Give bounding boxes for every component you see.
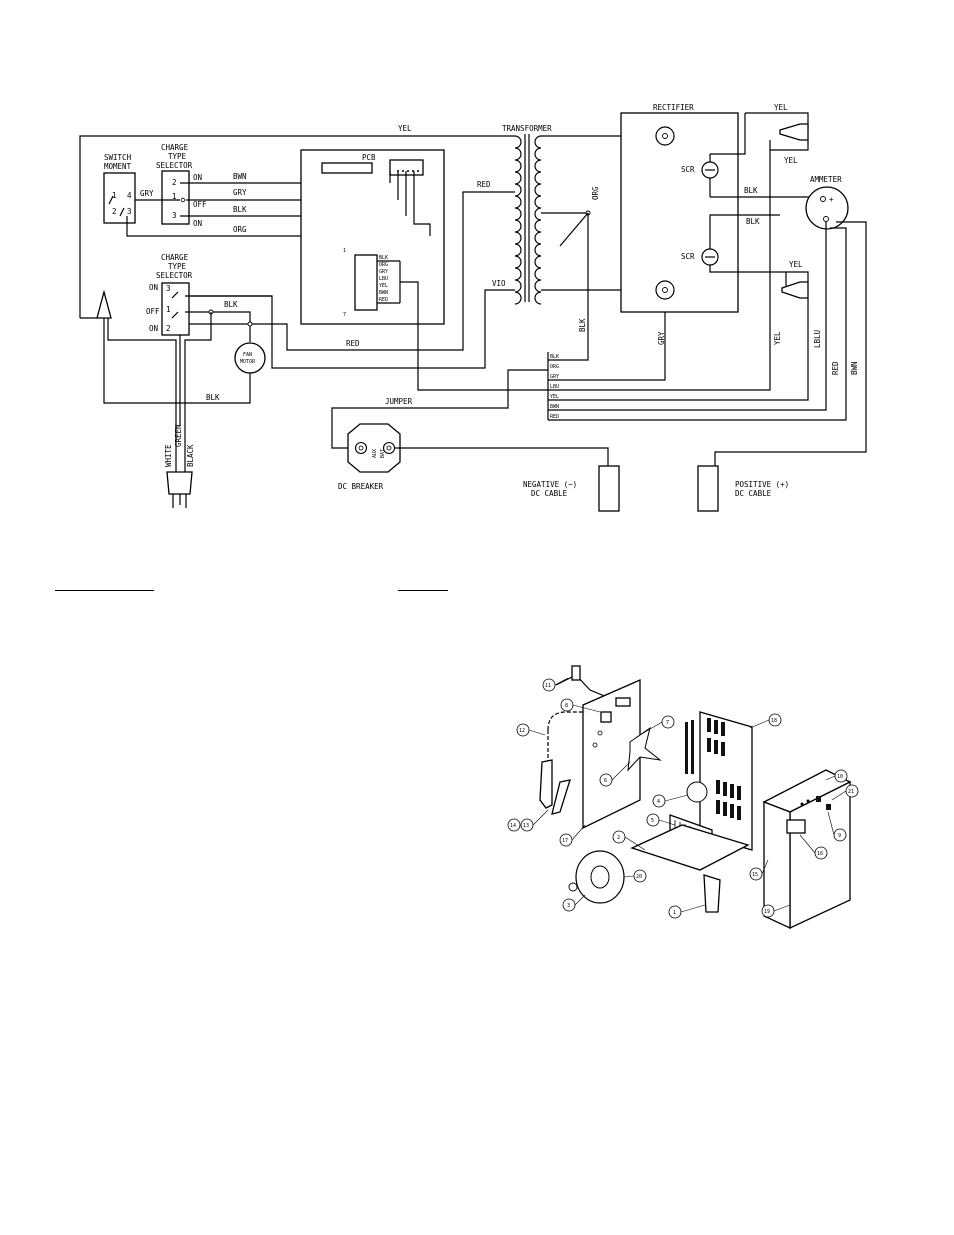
- bus-strip-org: ORG: [550, 364, 560, 370]
- callout-20-label: 20: [636, 874, 643, 880]
- wire-label-blk-bottom: BLK: [206, 393, 220, 402]
- pcb-strip-org: ORG: [379, 262, 389, 268]
- callout-19-label: 19: [764, 909, 771, 915]
- ammeter-body: [806, 187, 848, 229]
- transformer-secondary: [535, 136, 541, 304]
- dc-breaker: [338, 424, 400, 491]
- pcb-component: [322, 163, 372, 173]
- selector1-pos-on-top: ON: [193, 173, 203, 182]
- selector2-title-3: SELECTOR: [156, 271, 193, 280]
- pcb-strip-lbu: LBU: [379, 276, 389, 282]
- pcb-board: [301, 150, 444, 324]
- selector2-pin-2: 2: [166, 324, 171, 333]
- part-foot: [704, 875, 720, 912]
- wire-label-blk-selector2: BLK: [224, 300, 238, 309]
- wire-label-bwn: BWN: [233, 172, 247, 181]
- wire-nut: [97, 292, 111, 318]
- wire-label-blk-ammeter: BLK: [744, 186, 758, 195]
- negative-dc-cable: [523, 466, 619, 511]
- positive-cable-label-2: DC CABLE: [735, 489, 772, 498]
- callout-10-label: 10: [837, 774, 844, 780]
- callout-21: [846, 785, 858, 797]
- bus-strip-red: RED: [550, 414, 560, 420]
- wire-label-gry: GRY: [233, 188, 247, 197]
- switch-pin-4: 4: [127, 191, 132, 200]
- selector2-pos-on-top: ON: [149, 283, 159, 292]
- switch-moment: [104, 153, 135, 223]
- wire-label-yel-vertical: YEL: [773, 331, 782, 345]
- bus-strip-yel: YEL: [550, 394, 560, 400]
- part-clamp-left: [540, 760, 552, 808]
- wire-label-yel-clamp-top: YEL: [784, 156, 798, 165]
- pcb-label: PCB: [362, 153, 376, 162]
- callout-16: [815, 847, 827, 859]
- callout-8-label: 8: [565, 703, 569, 709]
- callout-5: [647, 814, 659, 826]
- pcb-strip-bwn: BWN: [379, 290, 389, 296]
- wire-lblu-bus: [548, 298, 808, 400]
- callout-15-label: 15: [752, 872, 759, 878]
- wire-label-blk-scr: BLK: [746, 217, 760, 226]
- power-plug-body: [167, 472, 192, 494]
- callout-16-label: 16: [817, 851, 824, 857]
- fan-motor-label-1: FAN: [243, 352, 253, 358]
- transformer-label: TRANSFORMER: [502, 124, 552, 133]
- callout-14-label: 14: [510, 823, 517, 829]
- part-ammeter-window: [787, 820, 805, 833]
- pcb-strip-yel: YEL: [379, 283, 389, 289]
- charge-type-selector-top: [156, 143, 247, 234]
- selector2-pin-1: 1: [166, 305, 171, 314]
- callout-3: [563, 899, 575, 911]
- transformer: [477, 124, 600, 304]
- switch-pin-1: 1: [112, 191, 117, 200]
- part-rectifier-assembly: [687, 782, 707, 802]
- callout-14: [508, 819, 520, 831]
- ammeter-label: AMMETER: [810, 175, 842, 184]
- wire-blk-center-tap: [548, 213, 588, 360]
- callout-17: [560, 834, 572, 846]
- part-rectifier-bars: [685, 722, 688, 774]
- wiring-schematic: [80, 103, 866, 511]
- wire-label-gry-switch: GRY: [140, 189, 154, 198]
- callout-7-label: 7: [666, 720, 670, 726]
- callout-9-label: 9: [838, 833, 842, 839]
- callout-6-label: 6: [604, 778, 608, 784]
- selector1-pin-1: 1: [172, 192, 177, 201]
- callout-15: [750, 868, 762, 880]
- selector1-pos-off: OFF: [193, 200, 207, 209]
- positive-dc-cable: [698, 466, 789, 511]
- wire-label-blk: BLK: [233, 205, 247, 214]
- pcb-strip-red: RED: [379, 297, 389, 303]
- wire-label-red-ammeter: RED: [831, 361, 840, 375]
- rectifier-label: RECTIFIER: [653, 103, 694, 112]
- callout-7: [662, 716, 674, 728]
- charge-type-selector-bottom: [146, 253, 193, 335]
- rectifier: [621, 103, 786, 312]
- selector1-pin-3: 3: [172, 211, 177, 220]
- negative-cable-label-2: DC CABLE: [531, 489, 568, 498]
- ammeter-plus-terminal: +: [829, 195, 834, 204]
- wire-label-bwn-ammeter: BWN: [850, 361, 859, 375]
- bus-strip-blk: BLK: [550, 354, 560, 360]
- scr-bottom-label: SCR: [681, 252, 695, 261]
- callout-11-label: 11: [545, 683, 552, 689]
- part-clamp-right: [552, 780, 570, 814]
- selector2-pos-off: OFF: [146, 307, 160, 316]
- bus-strip-bwn: BWN: [550, 404, 560, 410]
- callout-17-label: 17: [562, 838, 569, 844]
- callout-12: [517, 724, 529, 736]
- fan-motor: [235, 343, 265, 373]
- callout-4-label: 4: [657, 799, 661, 805]
- selector2-pos-on-bottom: ON: [149, 324, 159, 333]
- positive-cable-label-1: POSITIVE (+): [735, 480, 790, 489]
- wire-label-gry-vertical: GRY: [657, 331, 666, 345]
- callout-10: [835, 770, 847, 782]
- fan-motor-label-2: MOTOR: [240, 359, 256, 365]
- negative-cable-label-1: NEGATIVE (−): [523, 480, 578, 489]
- selector1-title-3: SELECTOR: [156, 161, 193, 170]
- callout-3-label: 3: [567, 903, 571, 909]
- wire-label-vio: VIO: [492, 279, 506, 288]
- jumper-label: JUMPER: [385, 397, 413, 406]
- callout-12-label: 12: [519, 728, 526, 734]
- plug-wire-white: WHITE: [164, 444, 173, 467]
- breaker-term-bat: BAT: [380, 448, 386, 458]
- pcb-strip-pin-7: 7: [343, 312, 347, 318]
- breaker-term-aux: AUX: [372, 448, 378, 458]
- plug-wire-green: GREEN: [174, 424, 183, 447]
- callout-13-label: 13: [523, 823, 530, 829]
- bus-strip-gry: GRY: [550, 374, 560, 380]
- wire-label-lblu: LBLU: [813, 329, 822, 348]
- switch-pin-2: 2: [112, 207, 117, 216]
- exploded-parts-view: [508, 666, 858, 928]
- negative-cable-body: [599, 466, 619, 511]
- wire-label-red-left: RED: [346, 339, 360, 348]
- callout-18: [769, 714, 781, 726]
- callout-6: [600, 774, 612, 786]
- callout-11: [543, 679, 555, 691]
- callout-20: [634, 870, 646, 882]
- wire-label-yel-clamp-bottom: YEL: [789, 260, 803, 269]
- plug-wire-black: BLACK: [186, 444, 195, 467]
- pcb-terminal-strip: [355, 255, 377, 310]
- wire-negative-cable: [394, 448, 608, 466]
- callout-1: [669, 906, 681, 918]
- callout-19: [762, 905, 774, 917]
- rectifier-outline: [621, 113, 738, 312]
- callout-18-label: 18: [771, 718, 778, 724]
- switch-pin-3: 3: [127, 207, 132, 216]
- bus-strip: [548, 352, 559, 420]
- selector2-pin-3: 3: [166, 284, 171, 293]
- callout-2-label: 2: [617, 835, 621, 841]
- selector1-title-2: TYPE: [168, 152, 187, 161]
- callout-13: [521, 819, 533, 831]
- wire-label-yel-rectifier: YEL: [774, 103, 788, 112]
- callout-8: [561, 699, 573, 711]
- selector2-title-2: TYPE: [168, 262, 187, 271]
- selector2-title-1: CHARGE: [161, 253, 189, 262]
- wire-label-blk-vertical: BLK: [578, 318, 587, 332]
- wire-label-org: ORG: [233, 225, 247, 234]
- part-handle: [548, 712, 585, 730]
- positive-cable-body: [698, 466, 718, 511]
- callout-21-label: 21: [848, 789, 855, 795]
- pcb-strip-blk: BLK: [379, 255, 389, 261]
- wire-blk-fan: [185, 312, 250, 342]
- dc-breaker-label: DC BREAKER: [338, 482, 384, 491]
- ammeter: [806, 175, 848, 229]
- selector1-pin-2: 2: [172, 178, 177, 187]
- fan-motor-body: [235, 343, 265, 373]
- callout-1-label: 1: [673, 910, 677, 916]
- callout-4: [653, 795, 665, 807]
- wire-label-yel-top: YEL: [398, 124, 412, 133]
- selector1-pos-on-bottom: ON: [193, 219, 203, 228]
- bus-strip-lbu: LBU: [550, 384, 560, 390]
- callout-5-label: 5: [651, 818, 655, 824]
- switch-moment-label-2: MOMENT: [104, 162, 132, 171]
- callout-2: [613, 831, 625, 843]
- pcb-strip-pin-1: 1: [343, 248, 347, 254]
- wire-label-org-transformer: ORG: [591, 186, 600, 200]
- pcb-strip-gry: GRY: [379, 269, 389, 275]
- selector1-title-1: CHARGE: [161, 143, 189, 152]
- scr-top-label: SCR: [681, 165, 695, 174]
- wire-label-red-transformer: RED: [477, 180, 491, 189]
- clamp-terminal-top: [780, 124, 808, 140]
- transformer-primary: [515, 136, 521, 304]
- switch-moment-label-1: SWITCH: [104, 153, 132, 162]
- callout-9: [834, 829, 846, 841]
- wire-yel-top: [80, 136, 515, 318]
